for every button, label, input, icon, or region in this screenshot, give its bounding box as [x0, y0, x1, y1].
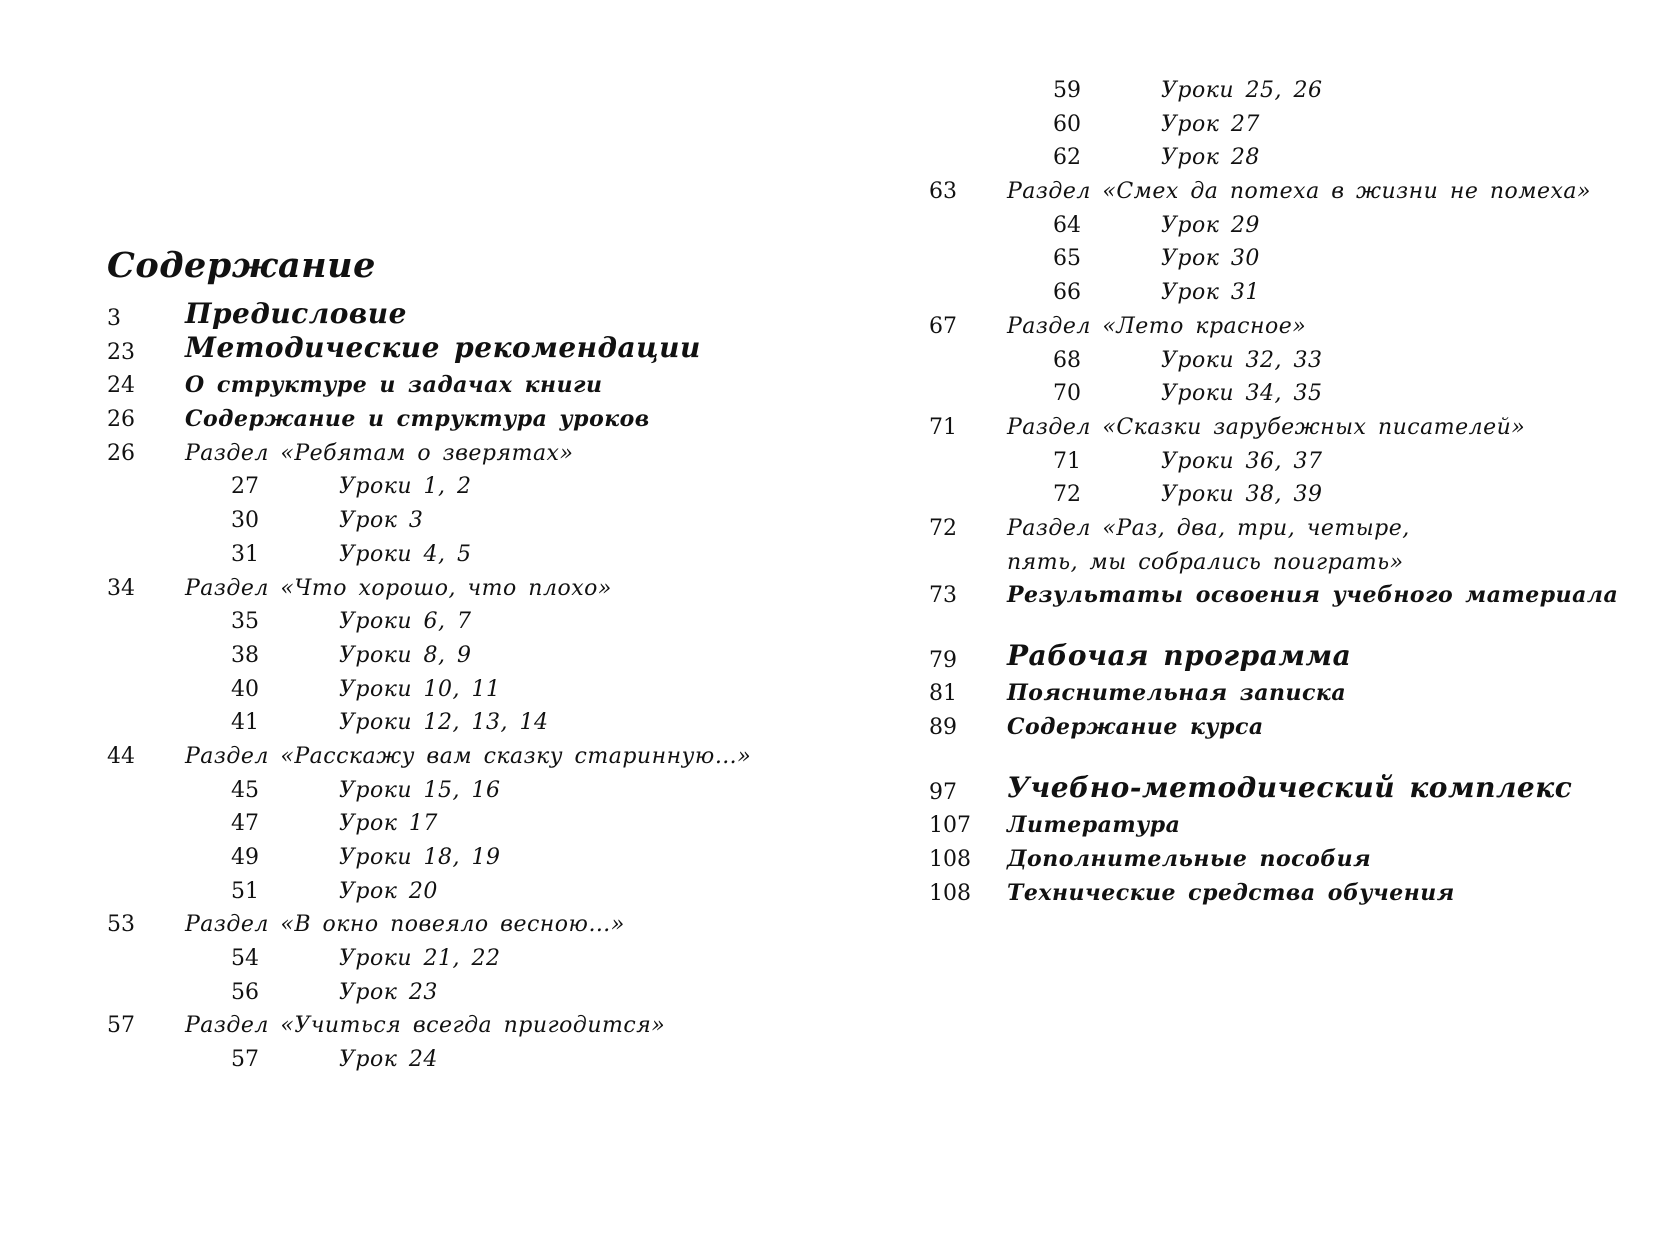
page-number: 26: [107, 440, 135, 466]
entry-title: О структуре и задачах книги: [185, 372, 603, 399]
entry-title: Уроки 10, 11: [339, 676, 501, 702]
toc-lesson-entry: [107, 470, 827, 504]
page-number: 72: [929, 515, 957, 541]
page-number: 53: [107, 912, 135, 938]
entry-title: Урок 20: [339, 878, 438, 904]
entry-title: Раздел «Что хорошо, что плохо»: [185, 575, 612, 601]
toc-entry: [929, 411, 1629, 445]
toc-entry: [107, 1009, 827, 1043]
toc-entry: [107, 740, 827, 774]
toc-entry: [929, 711, 1629, 745]
entry-title: Технические средства обучения: [1007, 879, 1455, 906]
page-title: Содержание: [107, 245, 376, 287]
entry-title: Урок 23: [339, 979, 438, 1005]
toc-lesson-entry: [929, 242, 1629, 276]
page-number: 3: [107, 306, 121, 331]
page-number: 72: [1053, 482, 1081, 508]
page-number: 24: [107, 373, 135, 399]
entry-title: Урок 3: [339, 508, 424, 534]
toc-entry: [929, 175, 1629, 209]
entry-title: Урок 30: [1161, 246, 1260, 272]
toc-entry: [107, 437, 827, 471]
entry-title: Урок 29: [1161, 212, 1260, 238]
entry-title: Урок 24: [339, 1047, 438, 1073]
page-number: 71: [1053, 448, 1081, 474]
toc-lesson-entry: [107, 807, 827, 841]
toc-lesson-entry: [929, 445, 1629, 479]
page-number: 57: [231, 1047, 259, 1073]
page-number: 66: [1053, 280, 1081, 306]
page-number: 51: [231, 878, 259, 904]
toc-entry: [107, 572, 827, 606]
toc-lesson-entry: [107, 774, 827, 808]
toc-lesson-entry: [929, 74, 1629, 108]
entry-title: Содержание курса: [1007, 714, 1264, 740]
entry-title: Раздел «Раз, два, три, четыре, пять, мы собрались поиграть»: [1007, 515, 1410, 575]
page-number: 31: [231, 541, 259, 567]
entry-title: Раздел «Лето красное»: [1007, 313, 1307, 339]
entry-title: Уроки 18, 19: [339, 845, 501, 870]
toc-lesson-entry: [107, 706, 827, 740]
entry-title: Уроки 1, 2: [339, 474, 472, 500]
toc-lesson-entry: [929, 377, 1629, 411]
toc-lesson-entry: [107, 976, 827, 1010]
entry-title: Уроки 34, 35: [1161, 381, 1323, 407]
entry-title: Учебно-методический комплекс: [1007, 770, 1573, 804]
page-number: 71: [929, 414, 957, 440]
toc-lesson-entry: [107, 504, 827, 538]
entry-title: Урок 17: [339, 811, 438, 837]
toc-entry: [929, 809, 1629, 843]
entry-title: Уроки 36, 37: [1161, 448, 1323, 474]
page-number: 34: [107, 575, 135, 601]
toc-lesson-entry: [929, 141, 1629, 175]
entry-title: Урок 31: [1161, 280, 1260, 306]
toc-lesson-entry: [929, 344, 1629, 378]
entry-title: Раздел «В окно повеяло весною…»: [185, 912, 625, 938]
toc-entry: [929, 843, 1629, 877]
page-number: 81: [929, 681, 957, 707]
toc-lesson-entry: [929, 478, 1629, 512]
page-number: 54: [231, 946, 259, 972]
entry-title: Раздел «Смех да потеха в жизни не помеха»: [1007, 179, 1591, 205]
entry-title: Результаты освоения учебного материала: [1007, 581, 1619, 608]
toc-lesson-entry: [107, 538, 827, 572]
toc-lesson-entry: [107, 942, 827, 976]
entry-title: Уроки 6, 7: [339, 609, 472, 635]
page-number: 35: [231, 609, 259, 635]
entry-title: Уроки 32, 33: [1161, 347, 1323, 373]
toc-entry: [929, 512, 1629, 579]
page-number: 30: [231, 508, 259, 534]
toc-lesson-entry: [107, 1043, 827, 1077]
page-number: 107: [929, 813, 971, 839]
page-number: 67: [929, 313, 957, 339]
toc-left-column: [107, 297, 827, 1077]
page-number: 49: [231, 845, 259, 870]
entry-title: Пояснительная записка: [1007, 680, 1347, 707]
page-number: 59: [1053, 78, 1081, 103]
page-number: 57: [107, 1013, 135, 1039]
page-number: 108: [929, 847, 971, 873]
page-number: 45: [231, 777, 259, 803]
toc-entry: [107, 403, 827, 437]
page-number: 108: [929, 880, 971, 906]
entry-title: Раздел «Ребятам о зверятах»: [185, 440, 574, 466]
toc-entry: [929, 310, 1629, 344]
entry-title: Рабочая программа: [1007, 638, 1352, 672]
page-number: 60: [1053, 111, 1081, 137]
toc-entry: [107, 369, 827, 403]
entry-title: Раздел «Расскажу вам сказку старинную…»: [185, 743, 752, 769]
toc-entry: [929, 638, 1629, 678]
toc-entry: [929, 677, 1629, 711]
entry-title: Литература: [1007, 812, 1181, 839]
page-number: 62: [1053, 145, 1081, 171]
page-number: 63: [929, 179, 957, 205]
page-number: 41: [231, 710, 259, 736]
page-number: 27: [231, 474, 259, 500]
toc-entry: [929, 770, 1629, 810]
entry-title: Уроки 4, 5: [339, 541, 472, 567]
page-number: 64: [1053, 212, 1081, 238]
page-number: 47: [231, 811, 259, 837]
toc-lesson-entry: [107, 673, 827, 707]
toc-entry: [107, 330, 827, 370]
entry-title: Методические рекомендации: [185, 330, 701, 364]
toc-lesson-entry: [929, 108, 1629, 142]
page-number: 89: [929, 715, 957, 740]
page-number: 38: [231, 642, 259, 668]
entry-title: Раздел «Сказки зарубежных писателей»: [1007, 414, 1526, 440]
toc-right-column: [929, 74, 1629, 910]
page-number: 97: [929, 779, 957, 805]
page-number: 73: [929, 582, 957, 608]
entry-title: Урок 27: [1161, 111, 1260, 137]
page-number: 40: [231, 676, 259, 702]
entry-title: Уроки 15, 16: [339, 777, 501, 803]
page-number: 79: [929, 647, 957, 673]
toc-lesson-entry: [929, 276, 1629, 310]
entry-title: Уроки 25, 26: [1161, 78, 1323, 103]
entry-title: Уроки 21, 22: [339, 946, 501, 972]
toc-lesson-entry: [929, 209, 1629, 243]
page-number: 68: [1053, 347, 1081, 373]
entry-title: Уроки 8, 9: [339, 642, 472, 668]
entry-title: Уроки 12, 13, 14: [339, 710, 549, 736]
entry-title: Раздел «Учиться всегда пригодится»: [185, 1013, 666, 1039]
page-number: 56: [231, 979, 259, 1005]
toc-lesson-entry: [107, 605, 827, 639]
toc-entry: [929, 877, 1629, 911]
entry-title: Урок 28: [1161, 145, 1260, 171]
entry-title: Уроки 38, 39: [1161, 482, 1323, 508]
page-number: 70: [1053, 381, 1081, 407]
page-number: 44: [107, 743, 135, 769]
toc-lesson-entry: [107, 639, 827, 673]
entry-title: Предисловие: [185, 297, 407, 330]
toc-entry: [107, 908, 827, 942]
page-number: 26: [107, 407, 135, 433]
page-number: 65: [1053, 246, 1081, 272]
entry-title: Содержание и структура уроков: [185, 406, 650, 433]
toc-entry: [929, 579, 1629, 613]
page-number: 23: [107, 339, 135, 365]
toc-lesson-entry: [107, 875, 827, 909]
toc-lesson-entry: [107, 841, 827, 875]
entry-title: Дополнительные пособия: [1007, 846, 1372, 873]
